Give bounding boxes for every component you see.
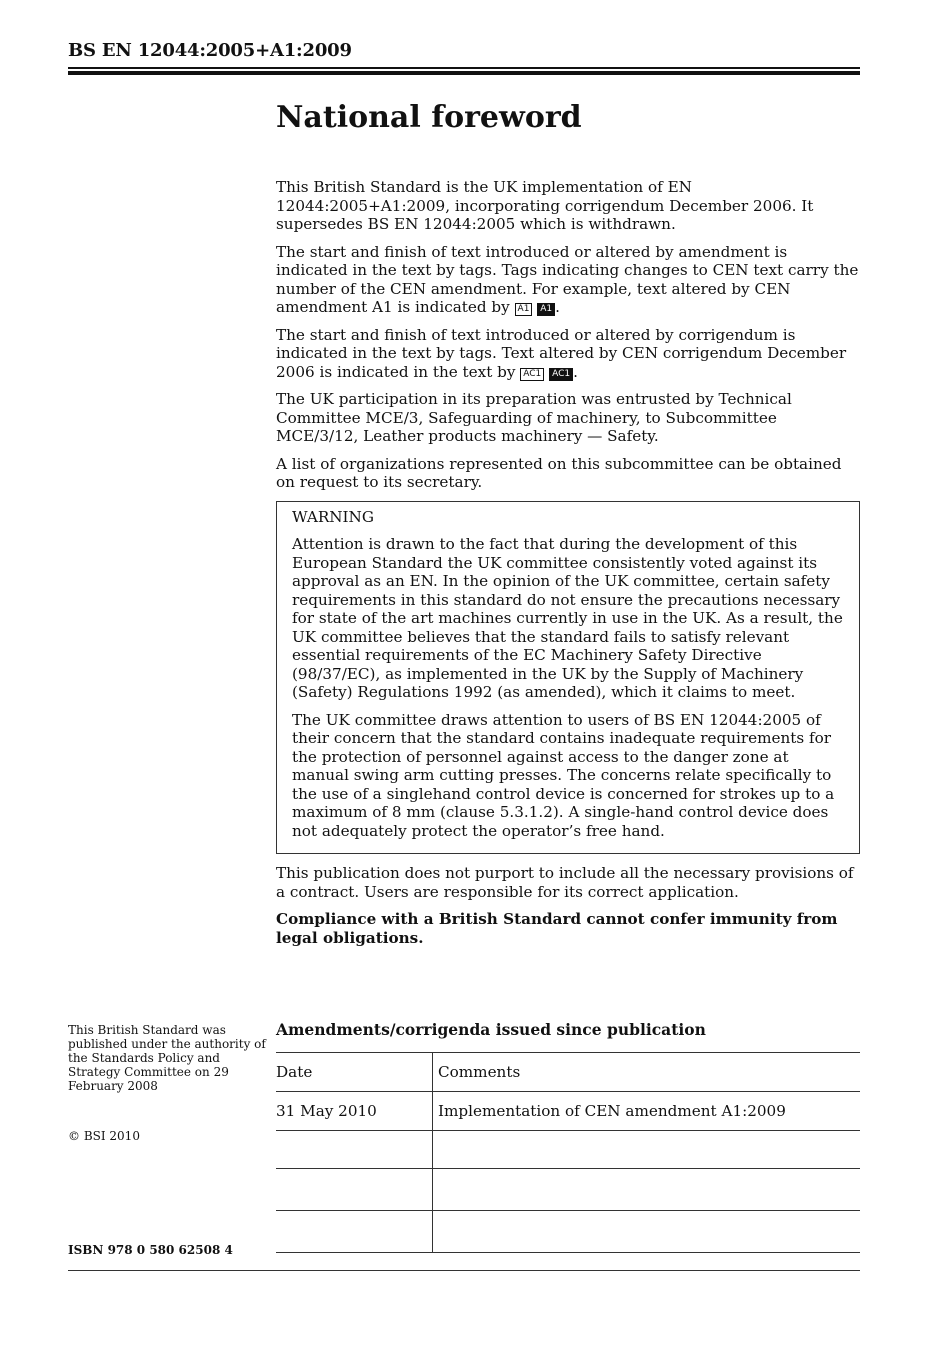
paragraph-amendment-tags [276, 243, 860, 317]
amendments-title: Amendments/corrigenda issued since publication [276, 1020, 706, 1039]
main-body [276, 178, 860, 956]
period: . [555, 298, 560, 316]
copyright: © BSI 2010 [68, 1129, 140, 1143]
row-date [276, 1131, 433, 1169]
paragraph-participation: The UK participation in its preparation was entrusted by Technical Committee MCE/3, Safeguarding of machinery, to Subcommittee MCE/3/12, Leather products machinery — Safety. [276, 390, 792, 445]
row-date [276, 1169, 433, 1211]
paragraph-organizations: A list of organizations represented on this subcommittee can be obtained on request to its secretary. [276, 454, 842, 491]
paragraph-compliance: Compliance with a British Standard cannot confer immunity from legal obligations. [276, 910, 838, 947]
row-comment [433, 1169, 861, 1211]
table-header-row [276, 1053, 860, 1092]
row-comment [433, 1131, 861, 1169]
footer-rule [68, 1270, 860, 1271]
publication-note: This British Standard was published under the authority of the Standards Policy and Strategy Committee on 29 February 2008 [68, 1023, 266, 1093]
header-rule-thick [68, 71, 860, 75]
table-row [276, 1131, 860, 1169]
ac1-open-tag: AC1 [520, 368, 544, 381]
row-comment [433, 1211, 861, 1253]
table-row [276, 1169, 860, 1211]
warning-box [276, 501, 860, 855]
paragraph-contract: This publication does not purport to include all the necessary provisions of a contract. Users are responsible for its correct application. [276, 864, 854, 901]
paragraph-corrigendum-tags [276, 326, 860, 382]
row-comment: Implementation of CEN amendment A1:2009 [433, 1092, 861, 1131]
a1-close-tag: A1 [537, 303, 555, 316]
header-rule-thin [68, 67, 860, 69]
table-row [276, 1211, 860, 1253]
period: . [573, 362, 578, 381]
header-date: Date [276, 1053, 433, 1092]
paragraph-implementation: This British Standard is the UK implementation of EN 12044:2005+A1:2009, incorporating corrigendum December 2006. It supersedes BS EN 12044:2005 which is withdrawn. [276, 178, 814, 233]
isbn: ISBN 978 0 580 62508 4 [68, 1243, 233, 1257]
corrigendum-tags-text: The start and finish of text introduced or altered by corrigendum is indicated in the text by tags. Text altered by CEN corrigendum December 2006 is indicated in the text by [276, 325, 847, 381]
ac1-close-tag: AC1 [549, 368, 573, 381]
warning-heading: WARNING [292, 507, 374, 526]
row-date [276, 1211, 433, 1253]
a1-open-tag: A1 [515, 303, 533, 316]
warning-paragraph-1: Attention is drawn to the fact that during the development of this European Standard the UK committee consistently voted against its approval as an EN. In the opinion of the UK committee, certain safety requirements in this standard do not ensure the precautions necessary for state of the art machines currently in use in the UK. As a result, the UK committee believes that the standard fails to satisfy relevant essential requirements of the EC Machinery Safety Directive (98/37/EC), as implemented in the UK by the Supply of Machinery (Safety) Regulations 1992 (as amended), which it claims to meet. [292, 535, 843, 701]
warning-paragraph-2: The UK committee draws attention to users of BS EN 12044:2005 of their concern that the standard contains inadequate requirements for the protection of personnel against access to the danger zone at manual swing arm cutting presses. The concerns relate specifically to the use of a singlehand control device is concerned for strokes up to a maximum of 8 mm (clause 5.3.1.2). A single-hand control device does not adequately protect the operator’s free hand. [292, 710, 835, 840]
amendment-tags-text: The start and finish of text introduced or altered by amendment is indicated in the text by tags. Tags indicating changes to CEN text carry the number of the CEN amendment. For example, text altered by CEN amendment A1 is indicated by [276, 242, 859, 316]
document-code: BS EN 12044:2005+A1:2009 [68, 40, 352, 61]
amendments-table [276, 1052, 860, 1253]
header-comments: Comments [433, 1053, 861, 1092]
row-date: 31 May 2010 [276, 1092, 433, 1131]
page-title: National foreword [276, 100, 582, 135]
table-row [276, 1092, 860, 1131]
